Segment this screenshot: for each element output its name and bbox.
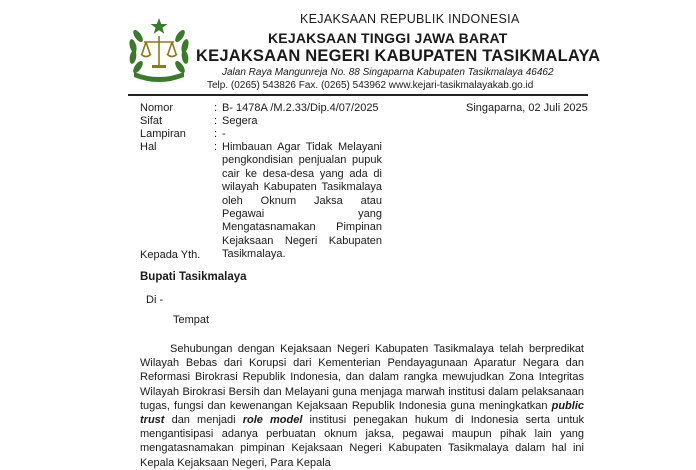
recipient-place: Tempat: [173, 314, 210, 326]
letterhead-line2: KEJAKSAAN TINGGI JAWA BARAT: [268, 30, 508, 46]
kejaksaan-emblem-icon: [124, 14, 194, 84]
nomor-colon: :: [214, 102, 218, 114]
sifat-colon: :: [214, 115, 218, 127]
body-term-role-model: role model: [242, 414, 303, 427]
letterhead-address: Jalan Raya Mangunreja No. 88 Singaparna Kabupaten Tasikmalaya 46462: [222, 67, 554, 78]
body-part2: dan menjadi: [164, 414, 243, 427]
letter-date: Singaparna, 02 Juli 2025: [466, 102, 588, 114]
nomor-value: B- 1478A /M.2.33/Dip.4/07/2025: [222, 102, 379, 114]
recipient-name: Bupati Tasikmalaya: [140, 271, 247, 283]
hal-subject: Himbauan Agar Tidak Melayani pengkondisian penjualan pupuk cair ke desa-desa yang ada di wilayah Kabupaten Tasikmalaya oleh Oknum Jaksa atau Pegawai yang Mengatasnamakan Pimpinan Kejaksaan Negeri Kabupaten Tasikmalaya.: [222, 141, 382, 261]
letterhead-line3: KEJAKSAAN NEGERI KABUPATEN TASIKMALAYA: [196, 47, 601, 65]
recipient-di: Di -: [146, 294, 164, 306]
hal-label: Hal: [140, 141, 157, 153]
letter-body: [140, 342, 584, 470]
letterhead-line1: KEJAKSAAN REPUBLIK INDONESIA: [300, 12, 520, 26]
letterhead-contact: Telp. (0265) 543826 Fax. (0265) 543962 www.kejari-tasikmalayakab.go.id: [207, 80, 534, 91]
lampiran-colon: :: [214, 128, 218, 140]
sifat-label: Sifat: [140, 115, 163, 127]
body-term-public-trust: public trust: [140, 399, 584, 427]
letterhead-divider: [128, 94, 588, 96]
lampiran-label: Lampiran: [140, 128, 186, 140]
body-paragraph: [140, 342, 584, 470]
body-part3: institusi penegakan hukum di Indonesia serta untuk mengantisipasi adanya perbuatan oknum jaksa, pegawai maupun pihak lain yang mengatasnamakan pimpinan Kejaksaan Negeri Kabupaten Tasikmalaya dalam hal ini Kepala Kejaksaan Negeri, Para Kepala: [140, 414, 584, 469]
sifat-value: Segera: [222, 115, 258, 127]
nomor-label: Nomor: [140, 102, 174, 114]
body-part1: Sehubungan dengan Kejaksaan Negeri Kabupaten Tasikmalaya telah berpredikat Wilayah Bebas dari Korupsi dari Kementerian Pendayagunaan Aparatur Negara dan Reformasi Birokrasi Republik Indonesia, dan dalam rangka mewujudkan Zona Integritas Wilayah Birokrasi Bersih dan Melayani guna menjaga marwah institusi dalam pelaksanaan tugas, fungsi dan kewenangan Kejaksaan Republik Indonesia guna meningkatkan: [140, 343, 584, 412]
lampiran-value: -: [222, 128, 226, 140]
recipient-greeting: Kepada Yth.: [140, 249, 201, 261]
hal-colon: :: [214, 141, 218, 153]
